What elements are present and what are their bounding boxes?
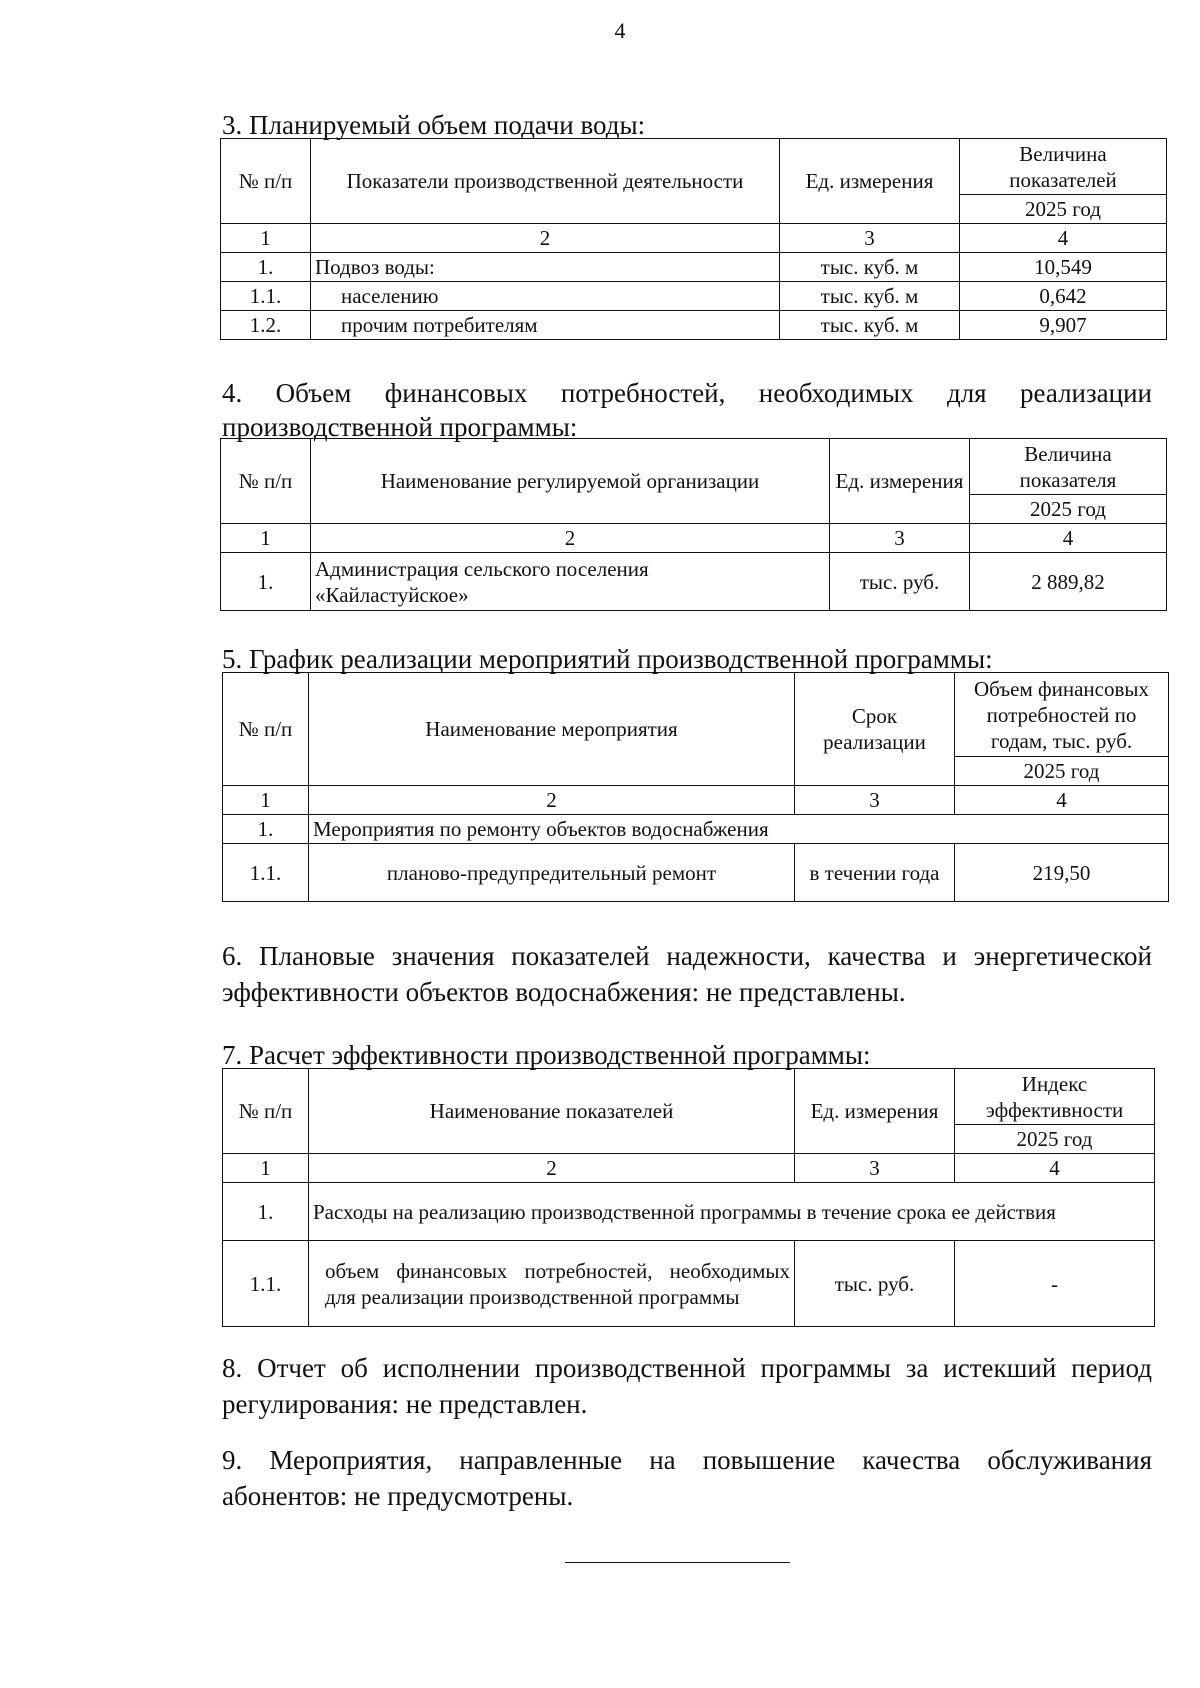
financial-needs-table <box>220 438 1167 611</box>
column-index: 3 <box>795 786 955 815</box>
section-4-title-line1: 4. Объем финансовых потребностей, необходимых для реализации <box>222 378 1152 408</box>
section-4-title-line2: производственной программы: <box>222 412 578 442</box>
header-unit: Ед. измерения <box>795 1069 955 1154</box>
header-activity: Наименование мероприятия <box>309 673 795 786</box>
row-num: 1.1. <box>223 1241 309 1327</box>
header-num: № п/п <box>223 673 309 786</box>
section-7-title: 7. Расчет эффективности производственной программы: <box>222 1040 871 1070</box>
row-num: 1. <box>223 1183 309 1241</box>
water-supply-table <box>220 138 1167 340</box>
organization-line: Администрация сельского поселения <box>315 556 649 581</box>
column-index: 1 <box>221 224 311 253</box>
row-indicator: объем финансовых потребностей, необходимых для реализации производственной программы <box>309 1241 795 1327</box>
row-term: в течении года <box>795 844 955 902</box>
row-group-name: Мероприятия по ремонту объектов водоснабжения <box>309 815 1169 844</box>
header-year: 2025 год <box>960 195 1167 224</box>
header-term: Срок реализации <box>795 673 955 786</box>
header-indicator: Показатели производственной деятельности <box>311 139 780 224</box>
column-index: 4 <box>970 524 1167 553</box>
row-value: 10,549 <box>960 253 1167 282</box>
row-group-name: Расходы на реализацию производственной программы в течение срока ее действия <box>309 1183 1155 1241</box>
column-index: 3 <box>830 524 970 553</box>
row-organization <box>311 553 830 611</box>
table-row <box>223 1183 1155 1241</box>
section-9-text: 9. Мероприятия, направленные на повышение качества обслуживания абонентов: не предусмотрены. <box>222 1445 1152 1511</box>
end-divider <box>565 1562 790 1563</box>
row-unit: тыс. руб. <box>830 553 970 611</box>
section-8-text: 8. Отчет об исполнении производственной программы за истекший период регулирования: не представлен. <box>222 1353 1152 1419</box>
row-value: 0,642 <box>960 282 1167 311</box>
header-value: Объем финансовых потребностей по годам, тыс. руб. <box>955 673 1169 757</box>
row-value: - <box>955 1241 1155 1327</box>
page-number: 4 <box>614 18 626 43</box>
header-value: Величина показателя <box>970 439 1167 495</box>
row-unit: тыс. руб. <box>795 1241 955 1327</box>
column-index: 1 <box>221 524 311 553</box>
row-value: 219,50 <box>955 844 1169 902</box>
row-name: Подвоз воды: <box>311 253 780 282</box>
table-row <box>221 311 1167 340</box>
column-index: 2 <box>311 524 830 553</box>
column-index: 4 <box>955 786 1169 815</box>
row-num: 1. <box>221 253 311 282</box>
row-name: населению <box>311 282 780 311</box>
section-6-text: 6. Плановые значения показателей надежности, качества и энергетической эффективности объектов водоснабжения: не представлены. <box>222 941 1152 1007</box>
header-year: 2025 год <box>955 757 1169 786</box>
header-year: 2025 год <box>955 1125 1155 1154</box>
column-index: 1 <box>223 786 309 815</box>
row-num: 1.2. <box>221 311 311 340</box>
header-num: № п/п <box>221 139 311 224</box>
table-row <box>221 282 1167 311</box>
header-unit: Ед. измерения <box>780 139 960 224</box>
column-index: 3 <box>795 1154 955 1183</box>
schedule-table <box>222 672 1169 902</box>
table-row <box>223 1241 1155 1327</box>
column-index: 2 <box>309 1154 795 1183</box>
column-index: 2 <box>309 786 795 815</box>
table-row <box>223 844 1169 902</box>
section-5-title: 5. График реализации мероприятий производственной программы: <box>222 644 993 674</box>
row-unit: тыс. куб. м <box>780 311 960 340</box>
column-index: 3 <box>780 224 960 253</box>
row-num: 1.1. <box>223 844 309 902</box>
row-num: 1.1. <box>221 282 311 311</box>
row-value: 9,907 <box>960 311 1167 340</box>
section-3-title: 3. Планируемый объем подачи воды: <box>222 110 646 140</box>
header-num: № п/п <box>221 439 311 524</box>
column-index: 2 <box>311 224 780 253</box>
header-indicators: Наименование показателей <box>309 1069 795 1154</box>
table-row <box>221 553 1167 611</box>
header-num: № п/п <box>223 1069 309 1154</box>
header-value: Индекс эффективности <box>955 1069 1155 1125</box>
table-row <box>223 815 1169 844</box>
header-unit: Ед. измерения <box>830 439 970 524</box>
header-organization: Наименование регулируемой организации <box>311 439 830 524</box>
row-unit: тыс. куб. м <box>780 282 960 311</box>
header-value: Величина показателей <box>960 139 1167 195</box>
organization-line: «Кайластуйское» <box>315 582 469 607</box>
table-row <box>221 253 1167 282</box>
column-index: 4 <box>960 224 1167 253</box>
row-activity: планово-предупредительный ремонт <box>309 844 795 902</box>
row-name: прочим потребителям <box>311 311 780 340</box>
row-unit: тыс. куб. м <box>780 253 960 282</box>
row-num: 1. <box>223 815 309 844</box>
efficiency-table <box>222 1068 1155 1327</box>
row-num: 1. <box>221 553 311 611</box>
column-index: 4 <box>955 1154 1155 1183</box>
header-year: 2025 год <box>970 495 1167 524</box>
column-index: 1 <box>223 1154 309 1183</box>
row-value: 2 889,82 <box>970 553 1167 611</box>
